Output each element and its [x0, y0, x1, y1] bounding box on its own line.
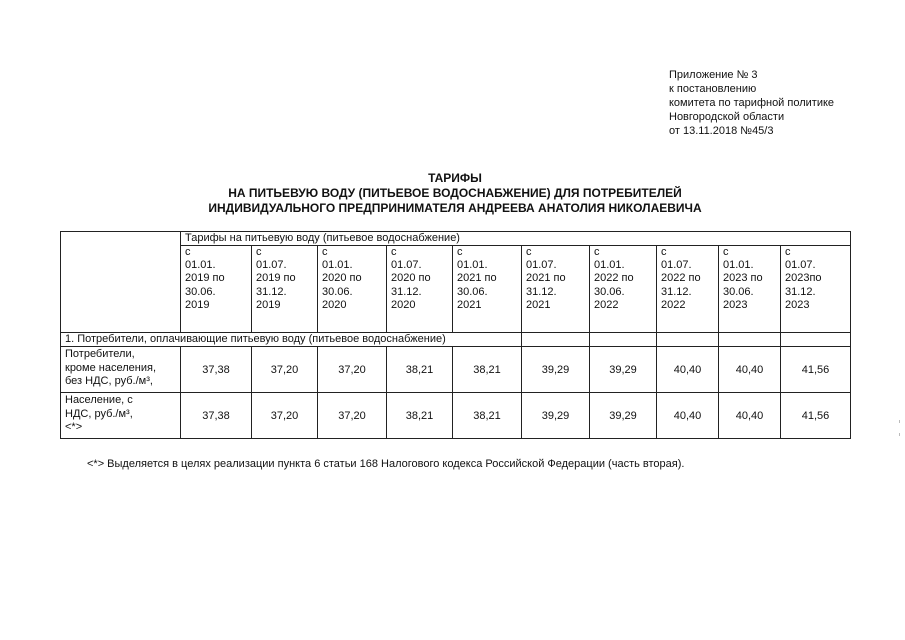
period-line: 2019 [185, 298, 210, 311]
empty-cell [522, 333, 590, 347]
period-line: 2019 по [185, 272, 225, 285]
period-line: 2023 [785, 298, 810, 311]
period-line: 01.01. [594, 259, 625, 272]
period-line: 30.06. [185, 285, 216, 298]
period-line: 31.12. [661, 285, 692, 298]
period-line: 2021 по [526, 272, 566, 285]
row-label-line: Потребители, [65, 348, 135, 360]
period-cell [453, 246, 522, 333]
row-label-line: НДС, руб./м³, [65, 407, 133, 420]
period-cell [181, 246, 252, 333]
period-line: 2019 по [256, 272, 296, 285]
period-line: 30.06. [594, 285, 625, 298]
period-line: 01.01. [322, 259, 353, 272]
period-line: с [256, 246, 262, 258]
period-line: 2022 [661, 298, 686, 311]
period-line: 30.06. [322, 285, 353, 298]
period-line: 30.06. [457, 285, 488, 298]
tariff-value: 40,40 [657, 347, 719, 393]
section-title: 1. Потребители, оплачивающие питьевую воду (питьевое водоснабжение) [61, 333, 522, 347]
table-header: Тарифы на питьевую воду (питьевое водоснабжение) [181, 232, 851, 246]
period-line: 01.07. [661, 259, 692, 272]
annex-line: к постановлению [669, 83, 757, 95]
period-line: 31.12. [785, 285, 816, 298]
title-line: ИНДИВИДУАЛЬНОГО ПРЕДПРИНИМАТЕЛЯ АНДРЕЕВА АНАТОЛИЯ НИКОЛАЕВИЧА [208, 201, 702, 215]
tariff-value: 37,20 [252, 347, 318, 393]
period-cell [590, 246, 657, 333]
annex-line: комитета по тарифной политике [669, 97, 835, 109]
tariff-value: 38,21 [453, 393, 522, 439]
period-line: 2021 по [457, 272, 497, 285]
tariff-value: 37,20 [252, 393, 318, 439]
period-line: 01.07. [526, 259, 557, 272]
period-line: 2020 [391, 298, 416, 311]
tariff-value: 37,20 [318, 347, 387, 393]
tariff-value: 41,56 [781, 347, 851, 393]
period-line: 01.01. [457, 259, 488, 272]
tariff-value: 38,21 [387, 347, 453, 393]
period-line: 2021 [457, 298, 482, 311]
row-label-line: без НДС, руб./м³, [65, 375, 153, 387]
period-line: 01.01. [185, 259, 216, 272]
period-line: 31.12. [256, 285, 287, 298]
row-label [61, 393, 181, 439]
period-line: 31.12. [391, 285, 422, 298]
empty-cell [590, 333, 657, 347]
period-line: 2022 по [594, 272, 634, 285]
empty-cell [657, 333, 719, 347]
tariff-value: 37,20 [318, 393, 387, 439]
annex-block [669, 68, 834, 138]
document-title [60, 171, 850, 216]
tariff-value: 38,21 [453, 347, 522, 393]
tariff-value: 37,38 [181, 347, 252, 393]
tariff-value: 40,40 [719, 347, 781, 393]
tariff-value: 39,29 [522, 347, 590, 393]
period-line: 2023 по [723, 272, 763, 285]
tariff-value: 38,21 [387, 393, 453, 439]
row-label-line: кроме населения, [65, 361, 156, 374]
period-line: с [391, 246, 397, 258]
period-line: с [661, 246, 667, 258]
period-line: 30.06. [723, 285, 754, 298]
period-line: 01.07. [785, 259, 816, 272]
tariff-value: 41,56 [781, 393, 851, 439]
row-label-line: Население, с [65, 394, 133, 406]
period-cell [781, 246, 851, 333]
tariff-value: 39,29 [590, 393, 657, 439]
scan-mark [899, 433, 900, 436]
title-line: НА ПИТЬЕВУЮ ВОДУ (ПИТЬЕВОЕ ВОДОСНАБЖЕНИЕ) ДЛЯ ПОТРЕБИТЕЛЕЙ [228, 186, 682, 200]
tariff-value: 37,38 [181, 393, 252, 439]
period-line: с [322, 246, 328, 258]
annex-line: Приложение № 3 [669, 69, 758, 81]
period-line: 2023 [723, 298, 748, 311]
period-line: с [723, 246, 729, 258]
period-cell [657, 246, 719, 333]
period-line: 2022 по [661, 272, 701, 285]
period-line: 2019 [256, 298, 281, 311]
period-line: 2020 по [322, 272, 362, 285]
period-line: 01.07. [256, 259, 287, 272]
period-cell [318, 246, 387, 333]
period-cell [387, 246, 453, 333]
row-label-line: <*> [65, 421, 83, 433]
tariff-table [60, 231, 851, 439]
period-cell [522, 246, 590, 333]
period-line: 31.12. [526, 285, 557, 298]
tariff-value: 39,29 [590, 347, 657, 393]
empty-cell [719, 333, 781, 347]
footnote: <*> Выделяется в целях реализации пункта 6 статьи 168 Налогового кодекса Российской Федерации (часть вторая). [87, 458, 685, 470]
period-line: с [457, 246, 463, 258]
period-line: 01.01. [723, 259, 754, 272]
annex-line: от 13.11.2018 №45/3 [669, 125, 774, 137]
period-cell [719, 246, 781, 333]
row-label [61, 347, 181, 393]
title-line: ТАРИФЫ [428, 171, 482, 185]
period-cell [252, 246, 318, 333]
period-line: 2021 [526, 298, 551, 311]
tariff-value: 40,40 [719, 393, 781, 439]
period-line: 01.07. [391, 259, 422, 272]
tariff-value: 40,40 [657, 393, 719, 439]
annex-line: Новгородской области [669, 111, 785, 123]
empty-cell [781, 333, 851, 347]
period-line: 2020 по [391, 272, 431, 285]
period-line: 2022 [594, 298, 619, 311]
period-line: 2023по [785, 272, 822, 285]
tariff-value: 39,29 [522, 393, 590, 439]
corner-cell [61, 232, 181, 333]
period-line: 2020 [322, 298, 347, 311]
period-line: с [785, 246, 791, 258]
scan-mark [899, 420, 900, 423]
period-line: с [526, 246, 532, 258]
period-line: с [185, 246, 191, 258]
period-line: с [594, 246, 600, 258]
